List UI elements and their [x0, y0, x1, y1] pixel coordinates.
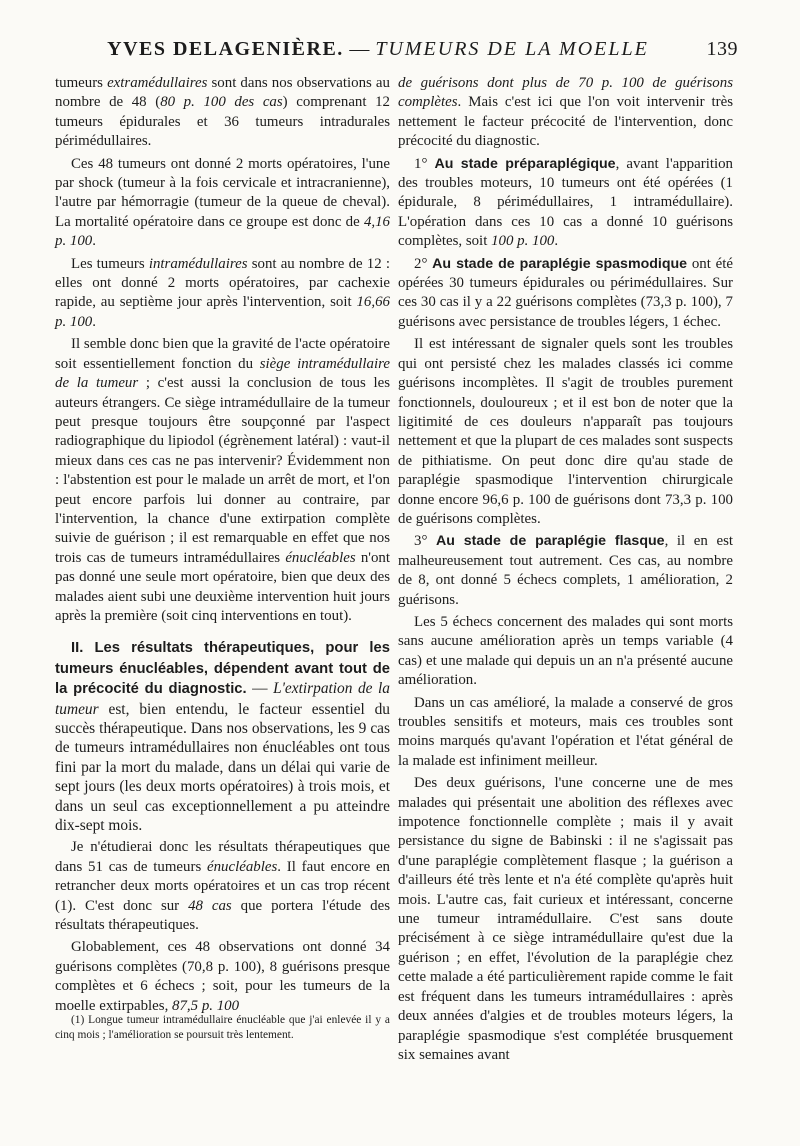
paragraph: Dans un cas amélioré, la malade a conservé de gros troubles sensitifs et moteurs, mais ces troubles sont moins marqués qu'avant l'opération et l'état général de la malade est infiniment meilleur.: [398, 694, 733, 769]
section-heading-paragraph: [55, 638, 390, 835]
text-run: .: [92, 233, 96, 250]
paragraph: [398, 74, 733, 152]
text-run: . Mais c'est ici que l'on voit intervenir très nettement le facteur précocité de l'intervention, donc précocité du diagnostic.: [398, 94, 733, 150]
text-run: , il en est malheureusement tout autrement. Ces cas, au nombre de 8, ont donné 5 échecs complets, 1 amélioration, 2 guérisons.: [398, 533, 734, 608]
text-run: Les tumeurs: [71, 255, 149, 272]
section-heading: II. Les résultats thérapeutiques, pour les tumeurs énucléables, dépendent avant tout de la précocité du diagnostic.: [55, 640, 390, 698]
emphasis: L'extirpation de la tumeur: [55, 680, 390, 718]
text-run: Ces 48 tumeurs ont donné 2 morts opératoires, l'une par shock (tumeur à la fois cervicale et intracranienne), l'autre par hémorragie (tumeur de la queue de cheval). La mortalité opératoire dans ce groupe est donc de: [55, 155, 390, 230]
text-run: Je n'étudierai donc les résultats thérapeutiques que dans 51 cas de tumeurs: [55, 839, 390, 875]
paragraph: Des deux guérisons, l'une concerne une de mes malades qui présentait une abolition des réflexes avec impotence fonctionnelle complète ; mais il y avait persistance du signe de Babinski : il ne s'agissait pas d'une paraplégie complètement flasque ; la guérison a d'ailleurs été très lente et n'a été complète qu'après huit mois. L'autre cas, fait curieux et intéressant, concerne une tumeur intramédullaire. C'est sans doute précisément à ce siège intramédullaire qu'est due la guérison ; en effet, l'évolution de la paraplégie chez cette malade a été particulièrement rapide comme le fait est fréquent dans les tumeurs intramédullaires : après deux années d'algies et de troubles moteurs légers, la paraplégie spasmodique s'est complétée brusquement six semaines avant: [398, 775, 733, 1063]
emphasis: 87,5 p. 100: [172, 997, 240, 1014]
emphasis: 48 cas: [188, 897, 232, 914]
paragraph: Les 5 échecs concernent des malades qui sont morts sans aucune amélioration après un temps variable (4 cas) et une malade qui depuis un an n'a présenté aucune amélioration.: [398, 613, 733, 689]
paragraph: [55, 74, 390, 152]
stage-heading: Au stade de paraplégie flasque: [436, 533, 665, 550]
text-run: sont au nombre de 12 : elles ont donné 2 morts opératoires, par cachexie rapide, au septième jour après l'intervention, soit: [55, 255, 390, 311]
header-author: YVES DELAGENIÈRE.: [107, 38, 344, 60]
emphasis: 100 p. 100: [491, 233, 555, 250]
text-run: —: [246, 680, 274, 698]
text-run: n'ont pas donné une seule mort opératoire, bien que deux des malades aient subi une deuxième intervention huit jours après la première (soit cinq interventions en tout).: [55, 549, 390, 624]
emphasis: 4,16 p. 100: [55, 213, 390, 250]
header-title-line: [58, 38, 698, 61]
header-separator: —: [343, 38, 376, 60]
text-run: . Il faut encore en retrancher deux morts opératoires et un cas trop récent (1). C'est donc sur: [55, 858, 391, 914]
text-run: que portera l'étude des résultats thérapeutiques.: [55, 897, 390, 934]
text-run: , avant l'apparition des troubles moteurs, 10 tumeurs ont été opérées (1 épidurale, 8 périmédullaires, 1 intramédullaire). L'opération dans ces 10 cas a donné 10 guérisons complètes, soit: [398, 155, 733, 250]
emphasis: 80 p. 100 des cas: [160, 94, 283, 111]
stage-heading: Au stade de paraplégie spasmodique: [432, 255, 688, 272]
emphasis: siège intramédullaire de la tumeur: [55, 355, 390, 392]
text-run: tumeurs: [55, 75, 108, 91]
stage-heading: Au stade préparaplégique: [434, 155, 616, 172]
paragraph: [398, 155, 733, 252]
text-run: ont été opérées 30 tumeurs épidurales ou périmédullaires. Sur ces 30 cas il y a 22 guérisons complètes (73,3 p. 100), 7 guérisons avec persistance de troubles légers, 1 échec.: [398, 255, 733, 330]
text-run: 2°: [414, 255, 433, 272]
text-run: 3°: [414, 533, 437, 550]
paragraph: [398, 255, 733, 333]
footnote-text: (1) Longue tumeur intramédullaire énucléable que j'ai enlevée il y a cinq mois ; l'amélioration se poursuit très lentement.: [55, 1014, 390, 1041]
paragraph: [398, 532, 733, 610]
paragraph: [55, 155, 390, 252]
right-column: [398, 74, 733, 1068]
page-number: 139: [706, 38, 738, 60]
text-run: .: [554, 233, 559, 250]
emphasis: énucléables: [285, 549, 356, 566]
text-run: ; c'est aussi la conclusion de tous les auteurs étrangers. Ce siège intramédullaire de la tumeur peut presque toujours être soupçonné par l'aspect radiographique du lipiodol (égrènement latéral) : vaut-il mieux dans ces cas ne pas intervenir? Évidemment non : l'abstention est pour le malade un arrêt de mort, et l'on peut encore parfois lui donner au contraire, par l'intervention, la chance d'une extirpation complète suivie de guérison ; il est remarquable en effet que nos trois cas de tumeurs intramédullaires: [55, 375, 390, 566]
footnote: [55, 1013, 390, 1043]
paragraph: [55, 838, 390, 935]
text-run: 1°: [414, 155, 435, 172]
paragraph: [55, 335, 390, 626]
emphasis: 16,66 p. 100: [55, 294, 390, 330]
paragraph: [55, 938, 390, 1016]
running-header: [58, 38, 738, 64]
text-run: Il semble donc bien que la gravité de l'acte opératoire soit essentiellement fonction du: [55, 336, 390, 372]
left-column: [55, 74, 390, 1019]
emphasis: de guérisons dont plus de 70 p. 100 de guérisons complètes: [398, 75, 733, 111]
emphasis: extramédullaires: [107, 75, 208, 91]
header-title: TUMEURS DE LA MOELLE: [375, 38, 649, 60]
paragraph: Il est intéressant de signaler quels sont les troubles qui ont persisté chez les malades classés ici comme guérisons incomplètes. Il s'agit de troubles purement fonctionnels, douloureux ; et il est bon de noter que la ligitimité de ces douleurs n'apparaît pas toujours nettement et que la plupart de ces malades sont suspects de pithiatisme. On peut donc dire qu'au stade de paraplégie spasmodique l'intervention chirurgicale donne encore 96,6 p. 100 de guérisons dont 73,3 p. 100 de guérisons complètes.: [398, 336, 733, 527]
text-run: sont dans nos observations au nombre de 48 (: [55, 75, 390, 111]
text-run: ) comprenant 12 tumeurs épidurales et 36 tumeurs intradurales périmédullaires.: [55, 94, 391, 150]
text-run: est, bien entendu, le facteur essentiel du succès thérapeutique. Dans nos observations, les 9 cas de tumeurs intramédullaires non énucléables ont tous fini par la mort du malade, dans un délai qui varie de sept jours (les deux morts opératoires) à trois mois, et dans un seul cas exceptionnellement a pu atteindre dix-sept mois.: [55, 700, 390, 835]
emphasis: intramédullaires: [148, 255, 248, 272]
emphasis: énucléables: [207, 858, 278, 875]
text-run: Globablement, ces 48 observations ont donné 34 guérisons complètes (70,8 p. 100), 8 guérisons presque complètes et 6 échecs ; soit, pour les tumeurs de la moelle extirpables,: [55, 939, 390, 1014]
text-run: .: [92, 313, 96, 330]
paragraph: [55, 255, 390, 333]
